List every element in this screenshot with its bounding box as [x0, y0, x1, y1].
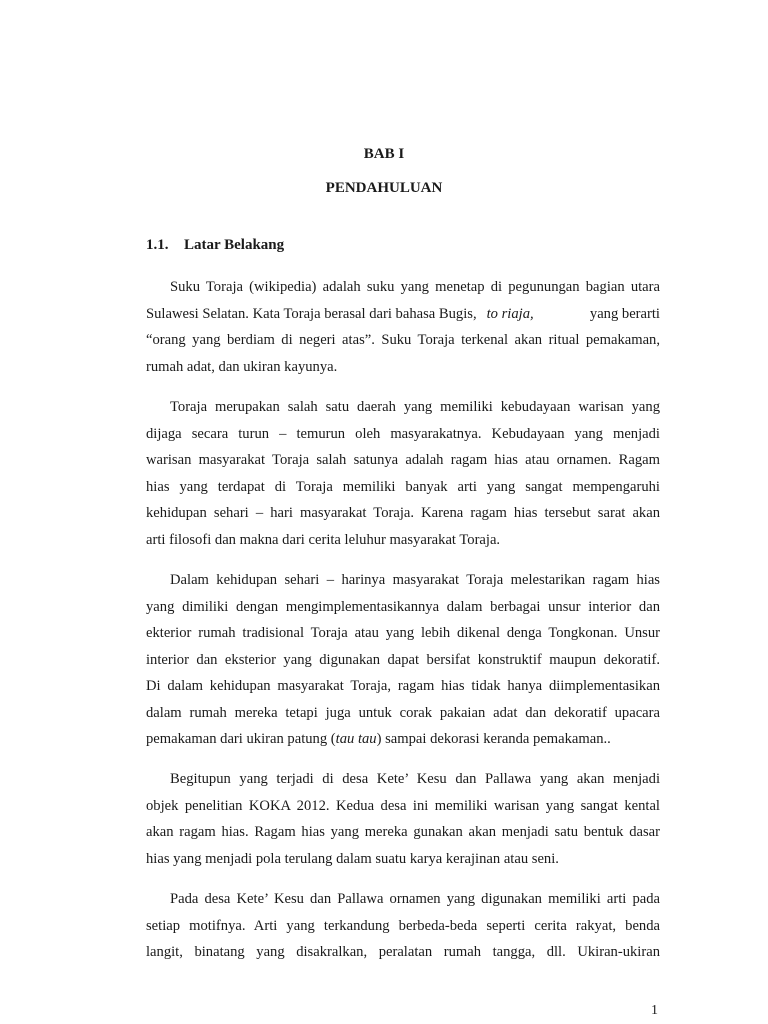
paragraph-4 [146, 766, 660, 872]
paragraph-1 [146, 274, 660, 380]
text-line: objek penelitian KOKA 2012. Kedua desa ini memiliki warisan yang sangat kental [146, 797, 660, 814]
text-line [146, 726, 660, 753]
paragraph-5 [146, 886, 660, 966]
text-fragment: yang berarti [589, 305, 660, 322]
text-line [146, 301, 660, 328]
text-fragment: Sulawesi Selatan. Kata Toraja berasal dari bahasa Bugis, [146, 305, 477, 322]
section-title: Latar Belakang [184, 237, 285, 253]
text-line: langit, binatang yang disakralkan, peralatan rumah tangga, dll. Ukiran-ukiran [146, 944, 660, 960]
paragraph-2 [146, 394, 660, 553]
text-line: dalam rumah mereka tetapi juga untuk corak pakaian adat dan dekoratif upacara [146, 704, 660, 721]
italic-term: tau tau [335, 731, 377, 747]
text-line: Suku Toraja (wikipedia) adalah suku yang menetap di pegunungan bagian utara [170, 279, 660, 295]
text-line: Toraja merupakan salah satu daerah yang memiliki kebudayaan warisan yang [170, 399, 660, 415]
section-heading [146, 237, 284, 254]
text-line: yang dimiliki dengan mengimplementasikannya dalam berbagai unsur interior dan [146, 598, 660, 615]
page-number: 1 [651, 1003, 658, 1018]
text-line: hias yang menjadi pola terulang dalam suatu karya kerajinan atau seni. [146, 850, 559, 867]
text-line: Di dalam kehidupan masyarakat Toraja, ragam hias tidak hanya diimplementasikan [146, 678, 660, 694]
chapter-title: PENDAHULUAN [325, 180, 443, 196]
paragraph-3 [146, 567, 660, 753]
text-line: arti filosofi dan makna dari cerita leluhur masyarakat Toraja. [146, 531, 501, 548]
text-line: kehidupan sehari – hari masyarakat Toraja. Karena ragam hias tersebut sarat akan [146, 505, 660, 521]
text-line: hias yang terdapat di Toraja memiliki banyak arti yang sangat mempengaruhi [146, 478, 660, 495]
text-line: warisan masyarakat Toraja salah satunya adalah ragam hias atau ornamen. Ragam [146, 452, 660, 468]
text-line: Begitupun yang terjadi di desa Kete’ Kesu dan Pallawa yang akan menjadi [170, 771, 660, 787]
text-line: interior dan eksterior yang digunakan dapat bersifat konstruktif maupun dekoratif. [146, 651, 660, 668]
text-line: Pada desa Kete’ Kesu dan Pallawa ornamen yang digunakan memiliki arti pada [170, 891, 660, 907]
text-line: Dalam kehidupan sehari – harinya masyarakat Toraja melestarikan ragam hias [170, 572, 660, 588]
italic-term: to riaja, [486, 305, 534, 322]
text-line: dijaga secara turun – temurun oleh masyarakatnya. Kebudayaan yang menjadi [146, 425, 660, 442]
text-line: rumah adat, dan ukiran kayunya. [146, 358, 338, 375]
text-line: “orang yang berdiam di negeri atas”. Suku Toraja terkenal akan ritual pemakaman, [146, 332, 660, 348]
text-line: setiap motifnya. Arti yang terkandung berbeda-beda seperti cerita rakyat, benda [146, 917, 660, 934]
text-line: ekterior rumah tradisional Toraja atau yang lebih dikenal denga Tongkonan. Unsur [146, 625, 660, 641]
section-number: 1.1. [146, 237, 169, 253]
text-fragment: ) sampai dekorasi keranda pemakaman.. [376, 731, 611, 747]
text-fragment: pemakaman dari ukiran patung ( [146, 731, 336, 747]
chapter-heading: BAB I [363, 146, 405, 162]
text-line: akan ragam hias. Ragam hias yang mereka gunakan akan menjadi satu bentuk dasar [146, 824, 660, 840]
